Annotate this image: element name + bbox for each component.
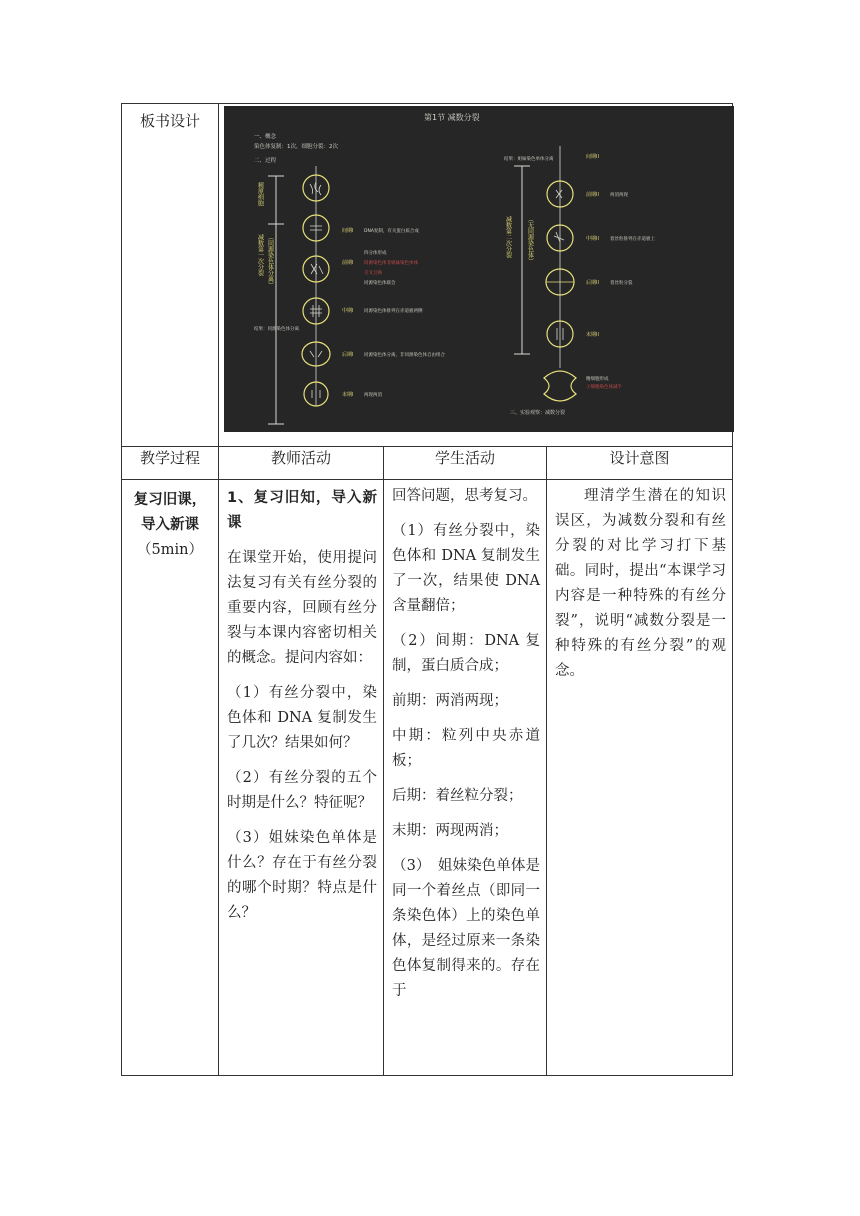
left-stage-3-desc: 同源染色体排列在赤道板两侧 [364, 309, 423, 314]
board-note-3: 二、过程 [254, 158, 277, 164]
left-stage-3-name: 中期I [342, 308, 354, 314]
intent-cell [547, 480, 733, 1076]
teacher-cell [219, 480, 384, 1076]
left-stage-5-desc: 两现两消 [364, 393, 382, 398]
board-title: 第1节 减数分裂 [424, 113, 480, 122]
header-teacher: 教师活动 [219, 447, 384, 480]
right-top-note: 结果：姐妹染色单体分离 [504, 157, 554, 162]
board-bottom-note: 三、实验观察：减数分裂 [510, 410, 566, 416]
student-p1: （1）有丝分裂中，染色体和 DNA 复制发生了一次，结果使 DNA 含量翻倍； [392, 523, 540, 614]
section-cell [122, 480, 219, 1076]
right-stage-3-name: 中期II [586, 236, 599, 242]
left-stage-2-name: 前期I [342, 260, 354, 266]
student-p7: （3） 姐妹染色单体是同一个着丝点（即同一条染色体）上的染色单体，是经过原来一条染色体复制得来的。存在于 [392, 858, 540, 999]
teacher-q2: （2）有丝分裂的五个时期是什么？特征呢？ [227, 770, 377, 811]
header-process: 教学过程 [122, 447, 219, 480]
board-cell [219, 104, 733, 447]
intent-text: 理清学生潜在的知识误区，为减数分裂和有丝分裂的对比学习打下基础。同时，提出“本课学习内容是一种特殊的有丝分裂”，说明“减数分裂是一种特殊的有丝分裂”的观念。 [555, 488, 726, 679]
content-row [122, 480, 733, 1076]
board-vertical-2: 减数第一次分裂 [256, 234, 264, 276]
teacher-heading: 1、复习旧知，导入新课 [227, 490, 377, 531]
left-stage-4-desc: 同源染色体分离，非同源染色体自由组合 [364, 353, 445, 358]
left-stage-4-name: 后期I [342, 352, 354, 358]
left-stage-1-desc: DNA复制，有关蛋白质合成 [364, 229, 419, 234]
right-stage-2-desc: 两消两现 [610, 193, 628, 198]
board-note-2: 染色体复制：1次，细胞分裂：2次 [254, 144, 338, 150]
right-stage-3-desc: 着丝粒排列在赤道板上 [610, 237, 655, 242]
header-student: 学生活动 [384, 447, 547, 480]
student-p5: 后期：着丝粒分裂； [392, 788, 523, 804]
teacher-intro: 在课堂开始，使用提问法复习有关有丝分裂的重要内容，回顾有丝分裂与本课内容密切相关的概念。提问内容如： [227, 550, 377, 666]
right-end-red: 子细胞染色体减半 [586, 385, 622, 390]
board-label-cell [122, 104, 219, 447]
section-duration: （5min） [137, 542, 203, 558]
board-left-bottom-note: 结果：同源染色体分离 [254, 327, 299, 332]
left-stage-2-desc: 同源染色体联会 [364, 281, 396, 286]
board-label: 板书设计 [139, 112, 200, 130]
student-p0: 回答问题，思考复习。 [392, 488, 537, 504]
header-row [122, 447, 733, 480]
chalkboard-drawing [224, 106, 734, 432]
student-p6: 末期：两现两消； [392, 823, 508, 839]
section-title-2: 导入新课 [141, 517, 199, 533]
red-note-1: 同源染色体非姐妹染色单体 [364, 261, 418, 266]
left-stage-5-name: 末期I [342, 392, 354, 398]
header-intent: 设计意图 [547, 447, 733, 480]
right-stage-5-name: 末期II [586, 332, 599, 338]
lesson-plan-table [121, 103, 733, 1076]
red-note-2: 交叉互换 [364, 271, 382, 276]
teacher-q3: （3）姐妹染色单体是什么？存在于有丝分裂的哪个时期？特点是什么？ [227, 830, 377, 921]
chalkboard-image [224, 106, 734, 432]
left-prophase-note: 四分体形成 [364, 251, 387, 256]
board-right-vertical-1: 减数第二次分裂 [504, 216, 512, 258]
student-p3: 前期：两消两现； [392, 693, 508, 709]
left-stage-1-name: 间期I [342, 228, 354, 234]
section-title-1: 复习旧课， [133, 492, 207, 508]
right-stage-4-name: 后期II [586, 280, 599, 286]
board-note-1: 一、概念 [254, 134, 277, 140]
board-row [122, 104, 733, 447]
right-stage-4-desc: 着丝粒分裂 [610, 281, 633, 286]
board-vertical-3: （同源染色体分离） [266, 234, 274, 288]
right-stage-2-name: 前期II [586, 192, 599, 198]
student-p2: （2）间期：DNA 复制，蛋白质合成； [392, 633, 540, 674]
teacher-q1: （1）有丝分裂中，染色体和 DNA 复制发生了几次？结果如何？ [227, 685, 377, 751]
board-right-vertical-2: （无同源染色体） [526, 216, 534, 264]
right-stage-1-name: 间期II [586, 154, 599, 160]
student-cell [384, 480, 547, 1076]
board-vertical-1: 精原细胞 [256, 182, 264, 206]
student-p4: 中期：粒列中央赤道板； [392, 728, 540, 769]
right-end-note: 精细胞形成 [586, 377, 609, 382]
